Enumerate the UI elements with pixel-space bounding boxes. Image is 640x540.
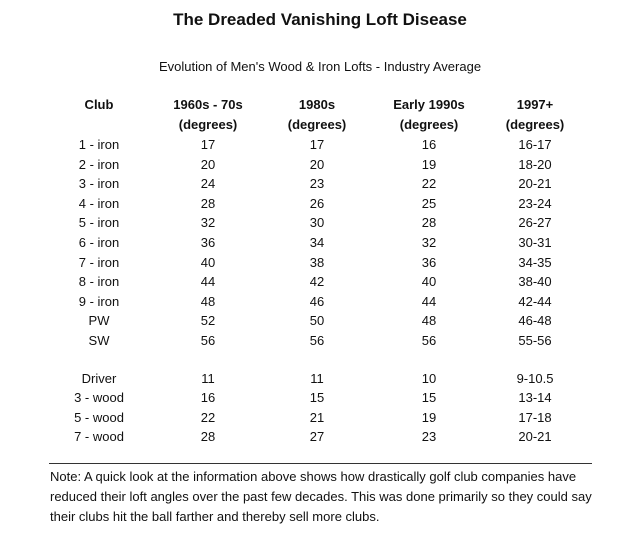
loft-value: 50 (309, 313, 325, 329)
table-row (0, 410, 640, 430)
loft-value: 28 (200, 429, 216, 445)
club-name: 2 - iron (78, 156, 120, 172)
row-spacer (0, 353, 640, 371)
table-subtitle: Evolution of Men's Wood & Iron Lofts - Industry Average (158, 59, 482, 74)
header-units: (degrees) (178, 117, 238, 132)
page-title: The Dreaded Vanishing Loft Disease (173, 10, 467, 29)
table-row (0, 157, 640, 177)
club-name: 3 - iron (78, 176, 120, 192)
loft-value: 46 (309, 293, 325, 309)
loft-value: 36 (200, 234, 216, 250)
header-1960s-70s: 1960s - 70s (173, 97, 243, 112)
loft-value: 23-24 (518, 195, 552, 211)
loft-value: 56 (421, 332, 437, 348)
loft-value: 22 (200, 409, 216, 425)
loft-value: 20 (200, 156, 216, 172)
loft-value: 42-44 (518, 293, 552, 309)
header-units: (degrees) (287, 117, 347, 132)
loft-value: 20 (309, 156, 325, 172)
loft-value: 15 (309, 390, 325, 406)
table-row (0, 215, 640, 235)
club-name: 9 - iron (78, 293, 120, 309)
loft-value: 40 (421, 274, 437, 290)
loft-value: 17 (309, 137, 325, 152)
loft-value: 16 (421, 137, 437, 152)
table-row (0, 333, 640, 353)
loft-value: 44 (200, 274, 216, 290)
table-row (0, 429, 640, 449)
loft-value: 20-21 (518, 176, 552, 192)
loft-value: 16-17 (518, 137, 552, 152)
loft-value: 55-56 (518, 332, 552, 348)
header-early-1990s: Early 1990s (393, 97, 465, 112)
loft-value: 16 (200, 390, 216, 406)
club-name: 5 - wood (74, 409, 124, 425)
club-name: 1 - iron (78, 137, 120, 152)
club-name: 7 - wood (74, 429, 124, 445)
table-row (0, 176, 640, 196)
table-row (0, 137, 640, 157)
note-paragraph: Note: A quick look at the information above shows how drastically golf club companies have reduced their loft angles over the past few decades. This was done primarily so they could say their clubs hit the ball farther and thereby sell more clubs. (50, 469, 592, 524)
loft-value: 11 (310, 370, 324, 386)
club-name: Driver (81, 370, 117, 386)
table-row (0, 313, 640, 333)
club-name: 5 - iron (78, 215, 120, 231)
loft-value: 36 (421, 254, 437, 270)
loft-value: 23 (421, 429, 437, 445)
loft-value: 26-27 (518, 215, 552, 231)
table-header-units-row (0, 117, 640, 137)
loft-value: 38-40 (518, 274, 552, 290)
loft-value: 17-18 (518, 409, 552, 425)
loft-value: 28 (200, 195, 216, 211)
loft-value: 30 (309, 215, 325, 231)
loft-value: 56 (200, 332, 216, 348)
loft-value: 10 (421, 370, 437, 386)
loft-value: 19 (421, 409, 437, 425)
header-1980s: 1980s (298, 97, 336, 112)
header-club: Club (84, 97, 114, 112)
loft-value: 17 (200, 137, 216, 152)
header-1997-plus: 1997+ (516, 97, 554, 112)
loft-value: 32 (200, 215, 216, 231)
table-row (0, 196, 640, 216)
loft-value: 23 (309, 176, 325, 192)
loft-value: 28 (421, 215, 437, 231)
loft-value: 13-14 (518, 390, 552, 406)
loft-value: 18-20 (518, 156, 552, 172)
loft-value: 25 (421, 195, 437, 211)
loft-value: 52 (200, 313, 216, 329)
header-units: (degrees) (505, 117, 565, 132)
loft-value: 9-10.5 (516, 370, 554, 386)
loft-value: 22 (421, 176, 437, 192)
loft-value: 44 (421, 293, 437, 309)
table-header-row (0, 97, 640, 117)
club-name: 8 - iron (78, 274, 120, 290)
loft-value: 34-35 (518, 254, 552, 270)
loft-value: 56 (309, 332, 325, 348)
loft-value: 46-48 (518, 313, 552, 329)
table-row (0, 274, 640, 294)
club-name: 7 - iron (78, 254, 120, 270)
loft-value: 24 (200, 176, 216, 192)
loft-value: 40 (200, 254, 216, 270)
club-name: 3 - wood (74, 390, 124, 406)
loft-value: 34 (309, 234, 325, 250)
club-name: SW (88, 332, 110, 348)
loft-value: 38 (309, 254, 325, 270)
loft-value: 26 (309, 195, 325, 211)
table-row (0, 255, 640, 275)
loft-value: 15 (421, 390, 437, 406)
club-name: PW (88, 313, 110, 329)
loft-value: 32 (421, 234, 437, 250)
club-name: 4 - iron (78, 195, 120, 211)
loft-value: 42 (309, 274, 325, 290)
loft-table (0, 97, 640, 449)
table-row (0, 235, 640, 255)
loft-value: 19 (421, 156, 437, 172)
loft-value: 48 (200, 293, 216, 309)
loft-value: 30-31 (518, 234, 552, 250)
loft-value: 11 (201, 370, 215, 386)
loft-value: 48 (421, 313, 437, 329)
table-row (0, 371, 640, 391)
loft-value: 20-21 (518, 429, 552, 445)
header-units: (degrees) (399, 117, 459, 132)
table-row (0, 390, 640, 410)
loft-value: 27 (309, 429, 325, 445)
table-row (0, 294, 640, 314)
club-name: 6 - iron (78, 234, 120, 250)
loft-value: 21 (309, 409, 325, 425)
note-divider (49, 463, 592, 464)
